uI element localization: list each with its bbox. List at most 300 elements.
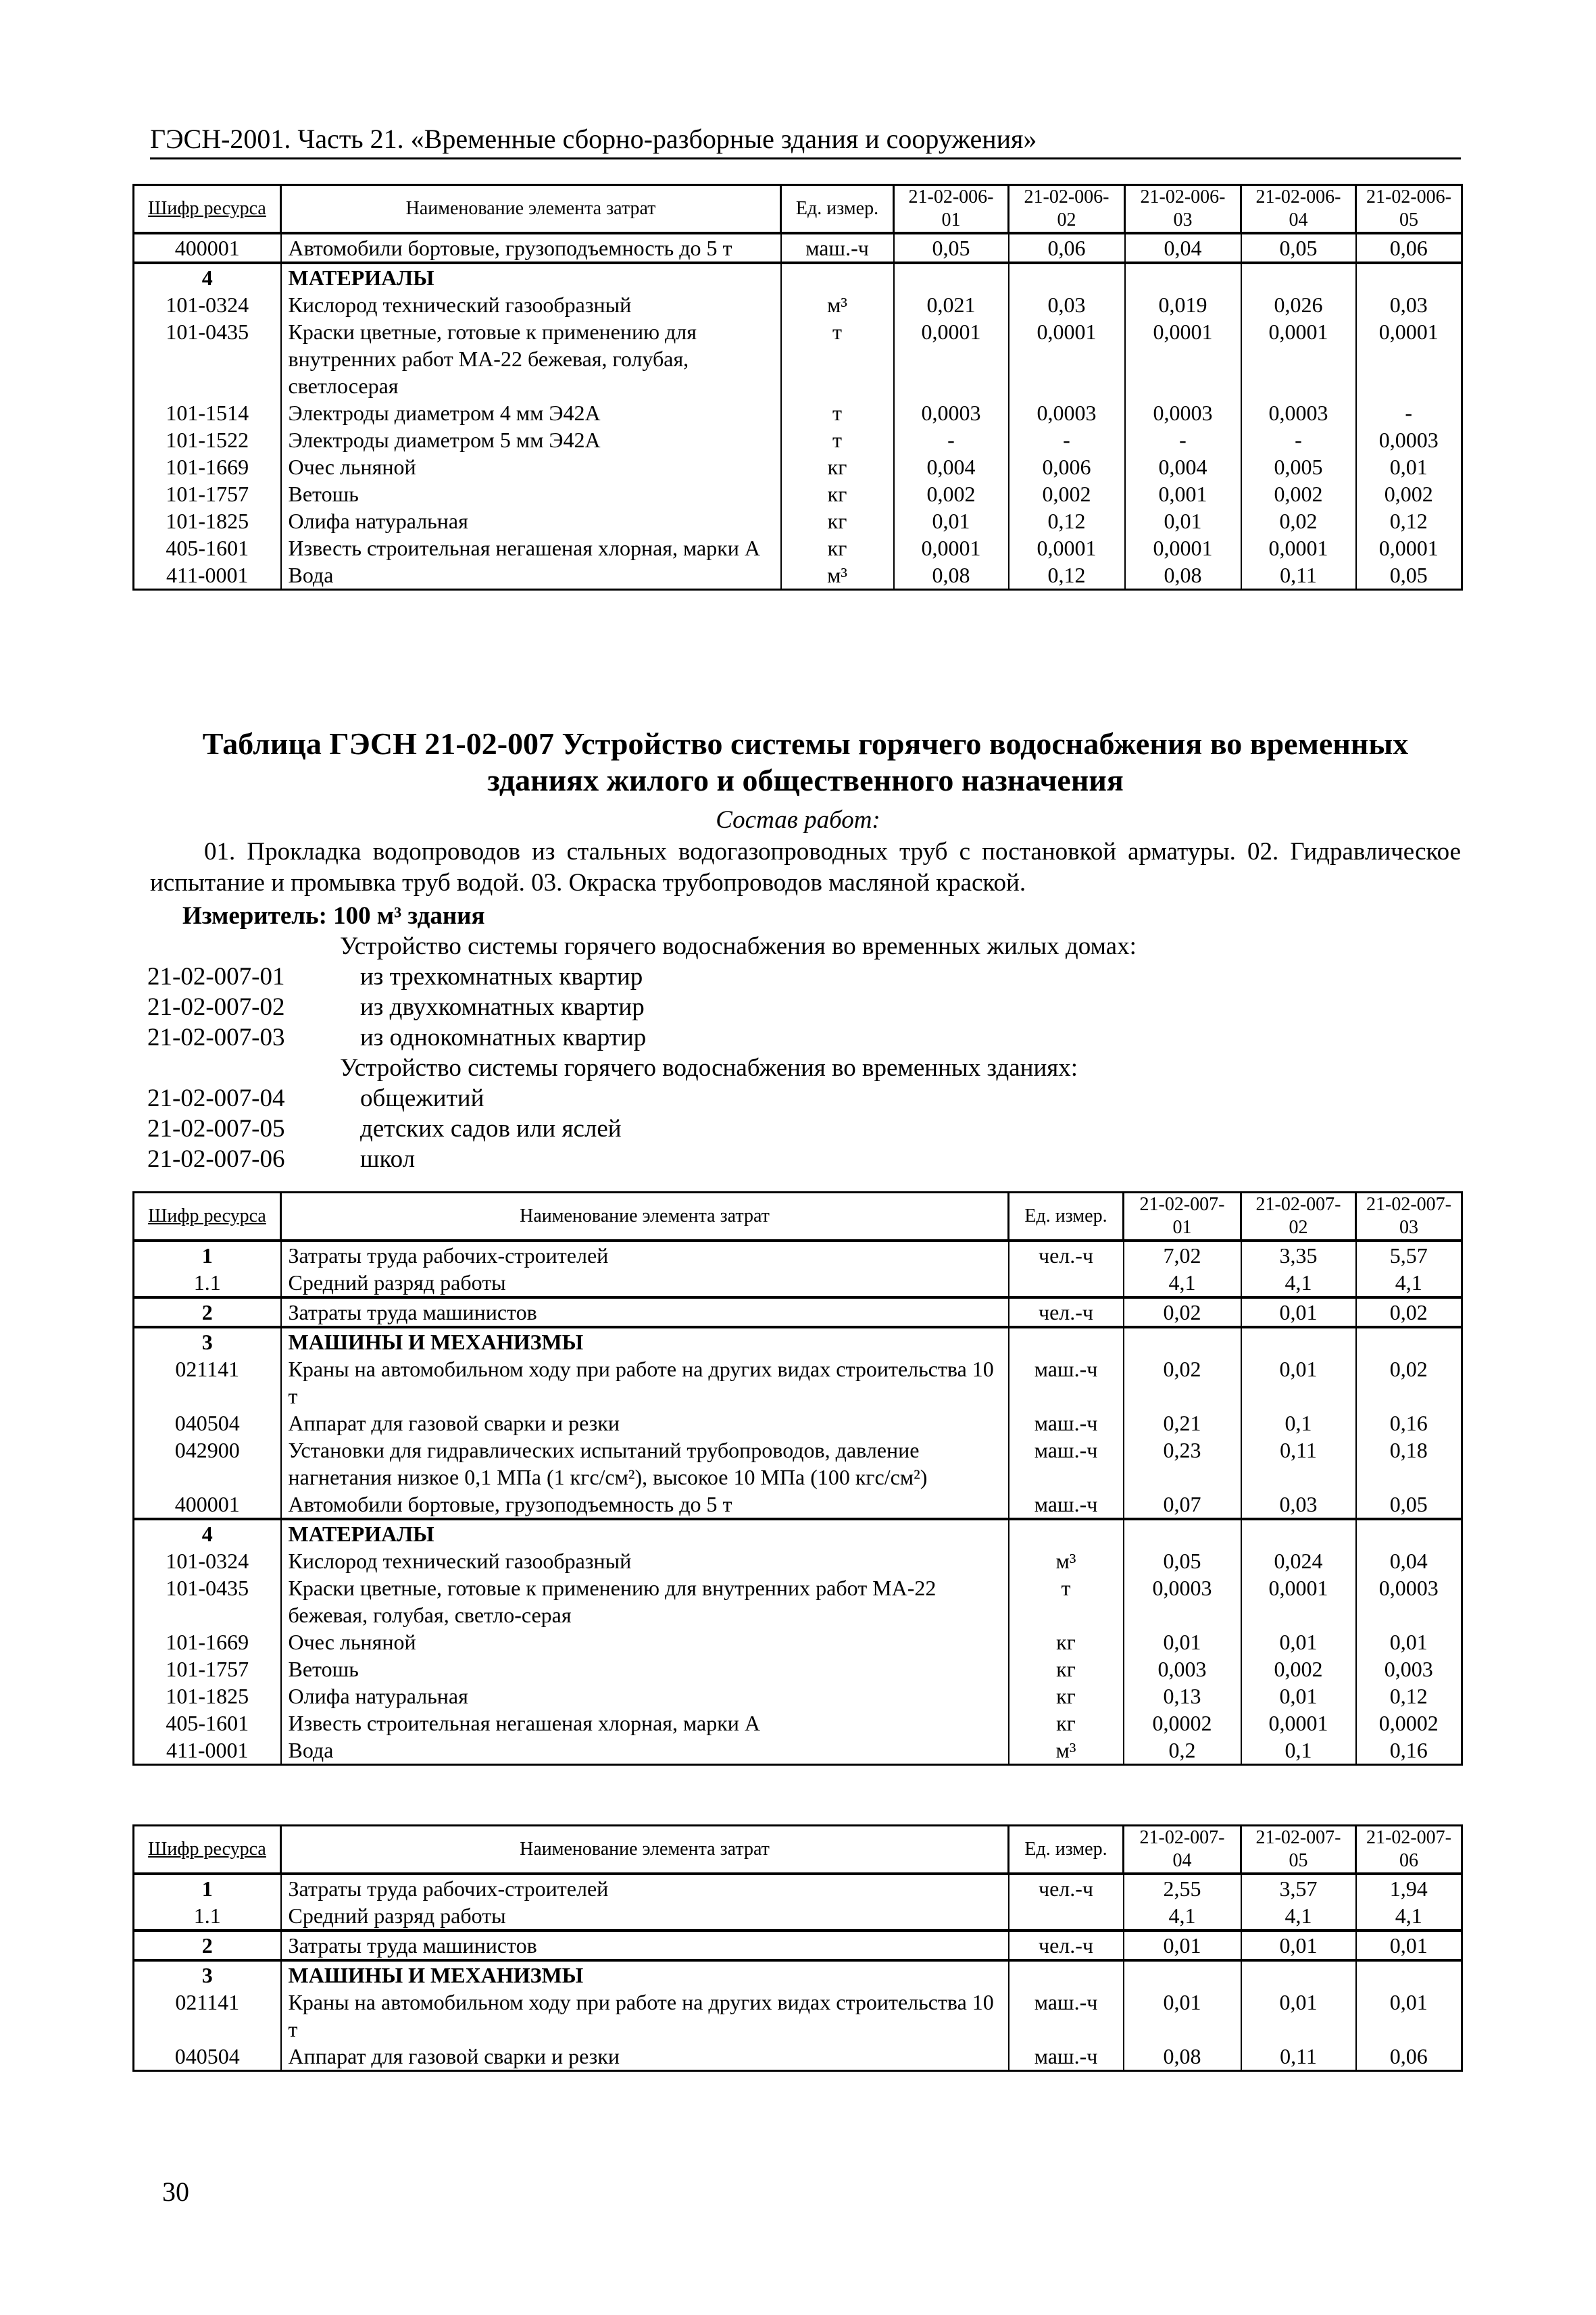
norm-code: 21-02-007-03 — [147, 1024, 285, 1051]
norm-description: детских садов или яслей — [360, 1115, 622, 1143]
resource-code: 101-1514 — [134, 399, 281, 426]
unit: маш.-ч — [1009, 2043, 1124, 2071]
table-row — [134, 1327, 1462, 1355]
resource-name: Вода — [281, 1737, 1009, 1765]
resource-table-007-01-03 — [132, 1191, 1463, 1766]
resource-code: 021141 — [134, 1989, 281, 2043]
table-row — [134, 1241, 1462, 1269]
row-group — [134, 233, 1462, 263]
col-header-name: Наименование элемента затрат — [281, 185, 781, 234]
table-row — [134, 1297, 1462, 1327]
table-row — [134, 1574, 1462, 1628]
resource-name: Затраты труда машинистов — [281, 1931, 1009, 1960]
value: 0,0001 — [1356, 534, 1462, 562]
value: 0,0001 — [1009, 534, 1125, 562]
value: 0,0003 — [1241, 399, 1356, 426]
resource-code: 1 — [134, 1241, 281, 1269]
norm-list — [147, 931, 1137, 1174]
table-row — [134, 233, 1462, 263]
table-row — [134, 1410, 1462, 1437]
value: 0,002 — [1009, 480, 1125, 507]
unit: м³ — [781, 291, 894, 318]
value: 0,01 — [1241, 1683, 1356, 1710]
resource-code: 101-1825 — [134, 507, 281, 534]
value: 0,002 — [894, 480, 1009, 507]
resource-code: 4 — [134, 263, 281, 291]
unit: чел.-ч — [1009, 1297, 1124, 1327]
value — [1124, 1519, 1241, 1547]
value: 2,55 — [1124, 1874, 1241, 1902]
col-header-name: Наименование элемента затрат — [281, 1193, 1009, 1241]
value: 0,0001 — [1241, 1710, 1356, 1737]
resource-name: Электроды диаметром 5 мм Э42А — [281, 426, 781, 453]
unit: м³ — [1009, 1737, 1124, 1765]
resource-name: Затраты труда рабочих-строителей — [281, 1241, 1009, 1269]
value: 0,0001 — [1009, 318, 1125, 399]
list-item — [147, 1022, 1137, 1053]
table-row — [134, 480, 1462, 507]
value: 0,16 — [1356, 1410, 1462, 1437]
unit: м³ — [1009, 1547, 1124, 1574]
resource-name: Ветошь — [281, 1656, 1009, 1683]
resource-name: Автомобили бортовые, грузоподъемность до 5 т — [281, 233, 781, 263]
resource-code: 1 — [134, 1874, 281, 1902]
resource-code: 3 — [134, 1327, 281, 1355]
resource-name: МАШИНЫ И МЕХАНИЗМЫ — [281, 1327, 1009, 1355]
resource-name: Известь строительная негашеная хлорная, марки А — [281, 534, 781, 562]
page-number: 30 — [162, 2176, 189, 2207]
value: 0,01 — [1124, 1931, 1241, 1960]
table-row — [134, 453, 1462, 480]
value: 0,0001 — [1125, 318, 1241, 399]
value — [1241, 1960, 1356, 1989]
value: - — [1356, 399, 1462, 426]
resource-name: Краски цветные, готовые к применению для внутренних работ МА-22 бежевая, голубая, светло-серая — [281, 1574, 1009, 1628]
row-group — [134, 1519, 1462, 1765]
resource-name: Очес льняной — [281, 1628, 1009, 1656]
value: 0,01 — [1356, 1989, 1462, 2043]
unit — [1009, 1269, 1124, 1297]
unit: т — [1009, 1574, 1124, 1628]
resource-code: 101-0435 — [134, 318, 281, 399]
table-row — [134, 1656, 1462, 1683]
value: 0,04 — [1356, 1547, 1462, 1574]
col-header-code: Шифр ресурса — [134, 1193, 281, 1241]
value: 0,0002 — [1356, 1710, 1462, 1737]
list-heading: Устройство системы горячего водоснабжения во временных зданиях: — [340, 1054, 1078, 1082]
resource-name: Аппарат для газовой сварки и резки — [281, 2043, 1009, 2071]
norm-description: из однокомнатных квартир — [360, 1024, 647, 1051]
value: 0,0003 — [1009, 399, 1125, 426]
resource-code: 400001 — [134, 233, 281, 263]
value: - — [1009, 426, 1125, 453]
resource-name: Краски цветные, готовые к применению для внутренних работ МА-22 бежевая, голубая, светлосерая — [281, 318, 781, 399]
value: 1,94 — [1356, 1874, 1462, 1902]
resource-name: Установки для гидравлических испытаний трубопроводов, давление нагнетания низкое 0,1 МПа (1 кгс/см²), высокое 10 МПа (100 кгс/см²) — [281, 1437, 1009, 1491]
value: 0,01 — [1241, 1297, 1356, 1327]
resource-name: Вода — [281, 562, 781, 590]
value: 0,002 — [1241, 1656, 1356, 1683]
table-row — [134, 1628, 1462, 1656]
resource-code: 1.1 — [134, 1269, 281, 1297]
value: 0,06 — [1009, 233, 1125, 263]
resource-code: 2 — [134, 1931, 281, 1960]
unit: чел.-ч — [1009, 1874, 1124, 1902]
value: 0,02 — [1356, 1355, 1462, 1410]
resource-code: 101-1825 — [134, 1683, 281, 1710]
list-item — [147, 962, 1137, 992]
value: 0,01 — [1356, 1628, 1462, 1656]
header-row — [134, 1193, 1462, 1241]
value: 0,07 — [1124, 1491, 1241, 1519]
unit: т — [781, 318, 894, 399]
unit: т — [781, 399, 894, 426]
value: 0,08 — [1124, 2043, 1241, 2071]
norm-description: из двухкомнатных квартир — [360, 993, 645, 1021]
resource-code: 411-0001 — [134, 1737, 281, 1765]
unit: кг — [781, 453, 894, 480]
unit — [781, 263, 894, 291]
unit: маш.-ч — [1009, 1355, 1124, 1410]
value: 0,06 — [1356, 2043, 1462, 2071]
value: 0,004 — [894, 453, 1009, 480]
resource-name: Олифа натуральная — [281, 1683, 1009, 1710]
norm-code: 21-02-007-06 — [147, 1145, 285, 1173]
value: 0,11 — [1241, 1437, 1356, 1491]
value — [1125, 263, 1241, 291]
section-title: Таблица ГЭСН 21-02-007 Устройство системы горячего водоснабжения во временных зданиях жилого и общественного назначения — [202, 726, 1409, 797]
resource-code: 101-0324 — [134, 1547, 281, 1574]
table-row — [134, 562, 1462, 590]
resource-code: 040504 — [134, 1410, 281, 1437]
value — [1356, 1327, 1462, 1355]
value: 0,0003 — [1356, 426, 1462, 453]
value: 0,01 — [894, 507, 1009, 534]
resource-name: Автомобили бортовые, грузоподъемность до 5 т — [281, 1491, 1009, 1519]
unit: маш.-ч — [1009, 1989, 1124, 2043]
value: 0,01 — [1356, 453, 1462, 480]
value: 0,08 — [1125, 562, 1241, 590]
unit: кг — [781, 507, 894, 534]
value: 0,21 — [1124, 1410, 1241, 1437]
value: 0,01 — [1241, 1355, 1356, 1410]
row-group — [134, 1874, 1462, 1931]
value: 0,0003 — [1124, 1574, 1241, 1628]
norm-code: 21-02-007-01 — [147, 963, 285, 991]
resource-table-007-04-06 — [132, 1824, 1463, 2072]
value: 0,18 — [1356, 1437, 1462, 1491]
resource-code: 411-0001 — [134, 562, 281, 590]
table-row — [134, 1710, 1462, 1737]
table-row — [134, 1737, 1462, 1765]
value: 0,12 — [1356, 507, 1462, 534]
table-row — [134, 534, 1462, 562]
resource-code: 4 — [134, 1519, 281, 1547]
norm-description: общежитий — [360, 1085, 484, 1112]
resource-code: 101-1757 — [134, 1656, 281, 1683]
list-item — [147, 992, 1137, 1022]
value — [1241, 1327, 1356, 1355]
unit: кг — [781, 480, 894, 507]
value: 0,01 — [1241, 1989, 1356, 2043]
value: 0,11 — [1241, 2043, 1356, 2071]
table-row — [134, 399, 1462, 426]
unit: кг — [1009, 1710, 1124, 1737]
resource-code: 101-1669 — [134, 453, 281, 480]
resource-name: Кислород технический газообразный — [281, 291, 781, 318]
resource-name: МАТЕРИАЛЫ — [281, 1519, 1009, 1547]
col-header-norm: 21-02-007-02 — [1241, 1193, 1356, 1241]
resource-name: МАТЕРИАЛЫ — [281, 263, 781, 291]
table-row — [134, 291, 1462, 318]
value: 3,35 — [1241, 1241, 1356, 1269]
value: 0,024 — [1241, 1547, 1356, 1574]
value: 0,0001 — [1356, 318, 1462, 399]
resource-code: 101-0324 — [134, 291, 281, 318]
col-header-norm: 21-02-007-03 — [1356, 1193, 1462, 1241]
row-group — [134, 1327, 1462, 1519]
norm-code: 21-02-007-05 — [147, 1115, 285, 1143]
row-group — [134, 1931, 1462, 1960]
value — [1356, 1519, 1462, 1547]
value: 0,02 — [1356, 1297, 1462, 1327]
resource-table-006 — [132, 184, 1463, 591]
value: 0,03 — [1241, 1491, 1356, 1519]
unit — [1009, 1519, 1124, 1547]
value: 0,0001 — [1241, 1574, 1356, 1628]
value: 0,01 — [1241, 1931, 1356, 1960]
col-header-unit: Ед. измер. — [781, 185, 894, 234]
table-row — [134, 1519, 1462, 1547]
resource-name: МАШИНЫ И МЕХАНИЗМЫ — [281, 1960, 1009, 1989]
value: 0,05 — [1241, 233, 1356, 263]
col-header-norm: 21-02-007-04 — [1124, 1826, 1241, 1874]
col-header-code: Шифр ресурса — [134, 185, 281, 234]
value: 0,003 — [1124, 1656, 1241, 1683]
running-header: ГЭСН-2001. Часть 21. «Временные сборно-разборные здания и сооружения» — [150, 123, 1461, 159]
table-row — [134, 1269, 1462, 1297]
value: 0,13 — [1124, 1683, 1241, 1710]
col-header-unit: Ед. измер. — [1009, 1193, 1124, 1241]
resource-name: Средний разряд работы — [281, 1902, 1009, 1931]
col-header-norm: 21-02-006-01 — [894, 185, 1009, 234]
table-row — [134, 507, 1462, 534]
unit: чел.-ч — [1009, 1931, 1124, 1960]
header-row — [134, 185, 1462, 234]
value — [1009, 263, 1125, 291]
resource-code: 2 — [134, 1297, 281, 1327]
value: 0,01 — [1241, 1628, 1356, 1656]
value: 0,01 — [1124, 1628, 1241, 1656]
resource-code: 400001 — [134, 1491, 281, 1519]
row-group — [134, 1297, 1462, 1327]
value: 0,0003 — [1356, 1574, 1462, 1628]
value: 0,02 — [1124, 1355, 1241, 1410]
table-row — [134, 1547, 1462, 1574]
col-header-norm: 21-02-007-01 — [1124, 1193, 1241, 1241]
value: 0,03 — [1009, 291, 1125, 318]
col-header-norm: 21-02-006-04 — [1241, 185, 1356, 234]
value: 0,12 — [1009, 562, 1125, 590]
value: 7,02 — [1124, 1241, 1241, 1269]
resource-code: 040504 — [134, 2043, 281, 2071]
unit: маш.-ч — [1009, 1437, 1124, 1491]
unit — [1009, 1960, 1124, 1989]
unit: маш.-ч — [1009, 1410, 1124, 1437]
value: 5,57 — [1356, 1241, 1462, 1269]
resource-name: Краны на автомобильном ходу при работе на других видах строительства 10 т — [281, 1989, 1009, 2043]
unit: кг — [781, 534, 894, 562]
table-row — [134, 2043, 1462, 2071]
resource-code: 021141 — [134, 1355, 281, 1410]
value: 0,019 — [1125, 291, 1241, 318]
value: - — [1241, 426, 1356, 453]
resource-code: 3 — [134, 1960, 281, 1989]
resource-code: 101-1522 — [134, 426, 281, 453]
resource-name: Кислород технический газообразный — [281, 1547, 1009, 1574]
value: 0,002 — [1356, 480, 1462, 507]
value: 0,02 — [1241, 507, 1356, 534]
value: 0,05 — [1356, 562, 1462, 590]
value: 0,01 — [1125, 507, 1241, 534]
resource-code: 101-0435 — [134, 1574, 281, 1628]
value: 0,0003 — [894, 399, 1009, 426]
norm-code: 21-02-007-02 — [147, 993, 285, 1021]
unit — [1009, 1327, 1124, 1355]
table-row — [134, 1874, 1462, 1902]
table-row — [134, 263, 1462, 291]
value: 0,0001 — [894, 534, 1009, 562]
resource-code: 042900 — [134, 1437, 281, 1491]
value: 4,1 — [1356, 1902, 1462, 1931]
measure-unit: Измеритель: 100 м³ здания — [182, 902, 485, 930]
value: 0,0001 — [1241, 318, 1356, 399]
norm-description: из трехкомнатных квартир — [360, 963, 643, 991]
value: 0,026 — [1241, 291, 1356, 318]
resource-code: 405-1601 — [134, 534, 281, 562]
unit: маш.-ч — [781, 233, 894, 263]
value: 0,0001 — [894, 318, 1009, 399]
table-row — [134, 1683, 1462, 1710]
col-header-code: Шифр ресурса — [134, 1826, 281, 1874]
value: 0,12 — [1009, 507, 1125, 534]
norm-code: 21-02-007-04 — [147, 1085, 285, 1112]
table-row — [134, 1989, 1462, 2043]
value: 0,05 — [1356, 1491, 1462, 1519]
unit: кг — [1009, 1683, 1124, 1710]
value — [1241, 263, 1356, 291]
value: 0,006 — [1009, 453, 1125, 480]
norm-description: школ — [360, 1145, 416, 1173]
unit: чел.-ч — [1009, 1241, 1124, 1269]
table-row — [134, 1355, 1462, 1410]
value: 0,002 — [1241, 480, 1356, 507]
value: 4,1 — [1124, 1902, 1241, 1931]
header-row — [134, 1826, 1462, 1874]
value: 4,1 — [1124, 1269, 1241, 1297]
value: 0,08 — [894, 562, 1009, 590]
value: 0,01 — [1356, 1931, 1462, 1960]
table-row — [134, 426, 1462, 453]
table-row — [134, 1931, 1462, 1960]
col-header-norm: 21-02-006-05 — [1356, 185, 1462, 234]
value: 0,1 — [1241, 1410, 1356, 1437]
list-item — [147, 1083, 1137, 1114]
resource-name: Электроды диаметром 4 мм Э42А — [281, 399, 781, 426]
value: 0,04 — [1125, 233, 1241, 263]
row-group — [134, 263, 1462, 590]
resource-code: 405-1601 — [134, 1710, 281, 1737]
value: 0,05 — [894, 233, 1009, 263]
composition-label: Состав работ: — [716, 806, 880, 834]
resource-name: Затраты труда рабочих-строителей — [281, 1874, 1009, 1902]
value: 4,1 — [1241, 1269, 1356, 1297]
value: 0,003 — [1356, 1656, 1462, 1683]
resource-code: 101-1757 — [134, 480, 281, 507]
table-row — [134, 1960, 1462, 1989]
col-header-norm: 21-02-007-05 — [1241, 1826, 1356, 1874]
resource-name: Затраты труда машинистов — [281, 1297, 1009, 1327]
value: 4,1 — [1241, 1902, 1356, 1931]
value: 0,005 — [1241, 453, 1356, 480]
table-row — [134, 1437, 1462, 1491]
unit: м³ — [781, 562, 894, 590]
row-group — [134, 1960, 1462, 2071]
table-row — [134, 1491, 1462, 1519]
value: 0,05 — [1124, 1547, 1241, 1574]
row-group — [134, 1241, 1462, 1297]
value: 0,11 — [1241, 562, 1356, 590]
value: 0,23 — [1124, 1437, 1241, 1491]
value — [1356, 1960, 1462, 1989]
value: 0,0002 — [1124, 1710, 1241, 1737]
value: 3,57 — [1241, 1874, 1356, 1902]
resource-name: Очес льняной — [281, 453, 781, 480]
value: 0,16 — [1356, 1737, 1462, 1765]
col-header-unit: Ед. измер. — [1009, 1826, 1124, 1874]
table-row — [134, 1902, 1462, 1931]
list-heading: Устройство системы горячего водоснабжения во временных жилых домах: — [340, 932, 1137, 960]
resource-name: Краны на автомобильном ходу при работе на других видах строительства 10 т — [281, 1355, 1009, 1410]
table-row — [134, 318, 1462, 399]
value: 0,0001 — [1125, 534, 1241, 562]
value: 0,03 — [1356, 291, 1462, 318]
col-header-norm: 21-02-006-02 — [1009, 185, 1125, 234]
value — [1124, 1960, 1241, 1989]
value: 0,06 — [1356, 233, 1462, 263]
value — [1124, 1327, 1241, 1355]
value: 0,0001 — [1241, 534, 1356, 562]
col-header-norm: 21-02-007-06 — [1356, 1826, 1462, 1874]
value: 0,1 — [1241, 1737, 1356, 1765]
value — [1241, 1519, 1356, 1547]
value: - — [894, 426, 1009, 453]
resource-name: Средний разряд работы — [281, 1269, 1009, 1297]
value: 0,01 — [1124, 1989, 1241, 2043]
value: 0,021 — [894, 291, 1009, 318]
composition-text: 01. Прокладка водопроводов из стальных водогазопроводных труб с постановкой арматуры. 02. Гидравлическое испытание и промывка труб водой. 03. Окраска трубопроводов масляной краской. — [150, 838, 1461, 897]
value: 4,1 — [1356, 1269, 1462, 1297]
col-header-norm: 21-02-006-03 — [1125, 185, 1241, 234]
resource-name: Олифа натуральная — [281, 507, 781, 534]
unit — [1009, 1902, 1124, 1931]
unit: т — [781, 426, 894, 453]
resource-code: 1.1 — [134, 1902, 281, 1931]
unit: кг — [1009, 1656, 1124, 1683]
value: 0,001 — [1125, 480, 1241, 507]
value: 0,2 — [1124, 1737, 1241, 1765]
value: - — [1125, 426, 1241, 453]
